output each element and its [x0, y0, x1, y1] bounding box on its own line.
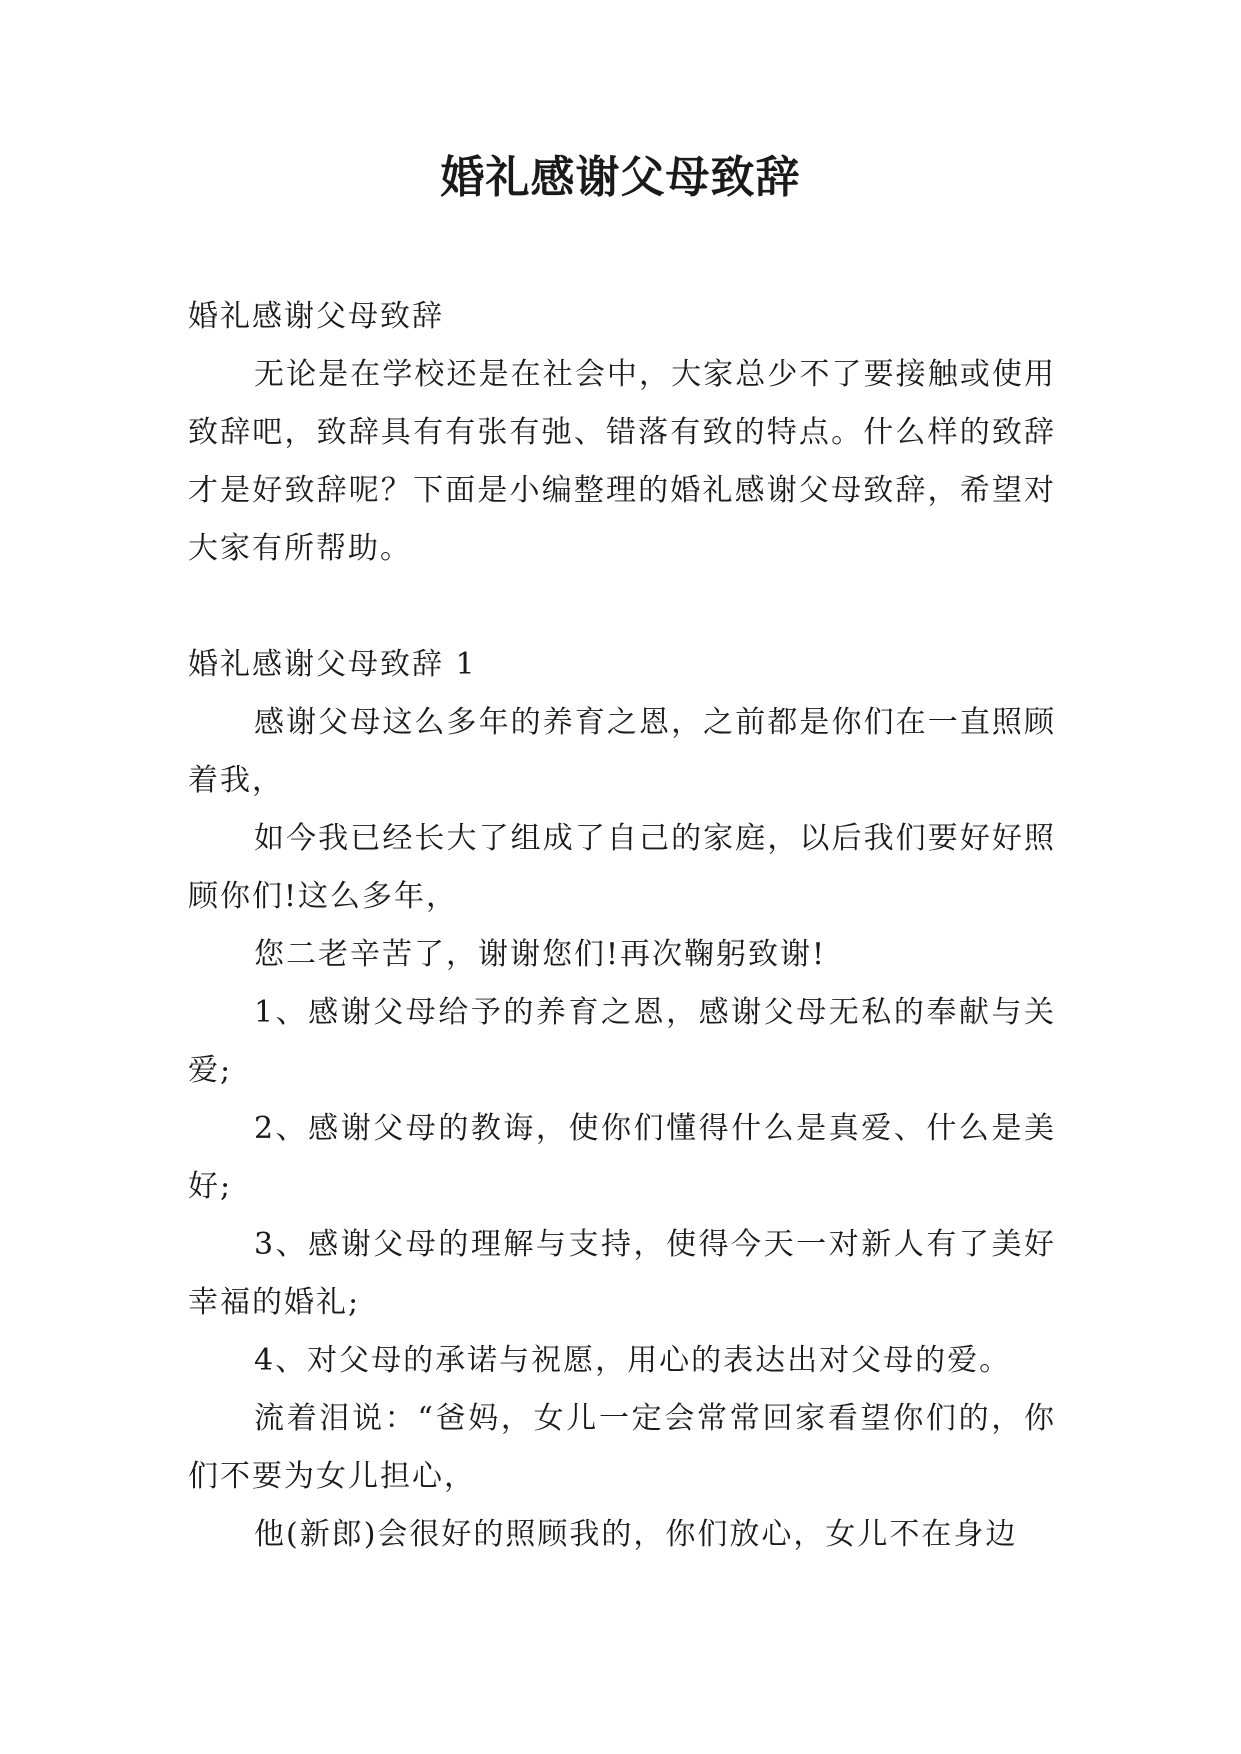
section-heading: 婚礼感谢父母致辞 [188, 299, 444, 334]
list-item: 2、感谢父母的教诲，使你们懂得什么是真爱、什么是美好; [188, 1111, 1056, 1204]
list-item: 4、对父母的承诺与祝愿，用心的表达出对父母的爱。 [254, 1343, 1012, 1378]
list-item: 3、感谢父母的理解与支持，使得今天一对新人有了美好幸福的婚礼; [188, 1227, 1056, 1320]
body-paragraph: 他(新郎)会很好的照顾我的，你们放心，女儿不在身边 [254, 1517, 1018, 1552]
body-paragraph: 感谢父母这么多年的养育之恩，之前都是你们在一直照顾着我， [188, 705, 1056, 798]
intro-paragraph: 无论是在学校还是在社会中，大家总少不了要接触或使用致辞吧，致辞具有有张有弛、错落有致的特点。什么样的致辞才是好致辞呢？下面是小编整理的婚礼感谢父母致辞，希望对大家有所帮助。 [188, 357, 1056, 566]
page-title: 婚礼感谢父母致辞 [440, 152, 801, 203]
section-heading: 婚礼感谢父母致辞 1 [188, 647, 477, 682]
list-item: 1、感谢父母给予的养育之恩，感谢父母无私的奉献与关爱; [188, 995, 1056, 1088]
paragraph-gap [188, 578, 1056, 636]
body-paragraph: 您二老辛苦了，谢谢您们!再次鞠躬致谢! [254, 937, 827, 972]
document-body [188, 288, 1056, 1564]
body-paragraph: 流着泪说：“爸妈，女儿一定会常常回家看望你们的，你们不要为女儿担心， [188, 1401, 1056, 1494]
body-paragraph: 如今我已经长大了组成了自己的家庭，以后我们要好好照顾你们!这么多年， [188, 821, 1056, 914]
